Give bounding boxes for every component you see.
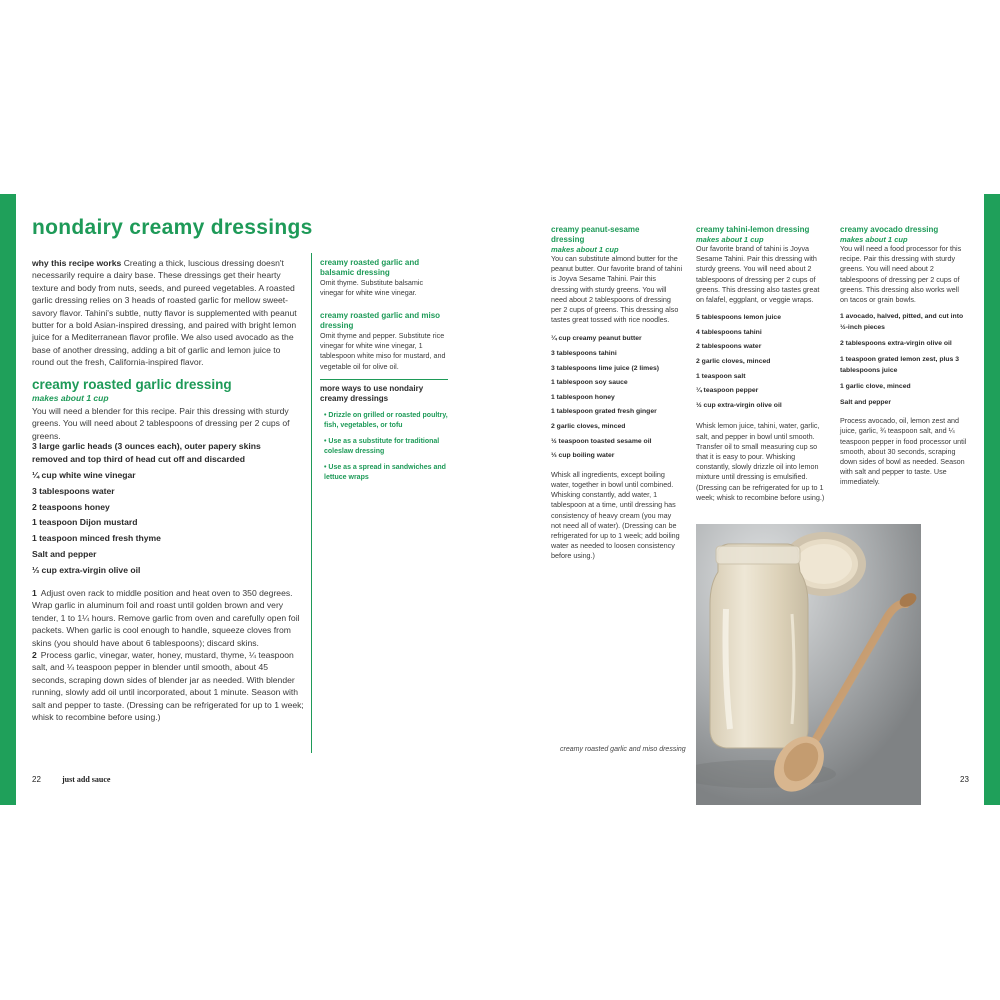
sidebar-rule <box>320 379 448 380</box>
ingredient: 3 tablespoons water <box>32 485 115 496</box>
variation-title: creamy roasted garlic and balsamic dressing <box>320 258 420 277</box>
peanut-recipe <box>551 225 683 562</box>
running-title: just add sauce <box>62 775 111 784</box>
ingredient: ¼ cup creamy peanut butter <box>551 335 642 343</box>
more-ways-list <box>324 411 452 489</box>
right-page-number: 23 <box>960 775 969 784</box>
tahini-makes: makes about 1 cup <box>696 235 764 244</box>
variation-title: creamy roasted garlic and miso dressing <box>320 311 441 330</box>
step <box>32 649 304 723</box>
step <box>32 587 304 649</box>
avocado-method: Process avocado, oil, lemon zest and juice, garlic, ¾ teaspoon salt, and ¼ teaspoon pepper in food processor until smooth, about 30 seconds, scraping down sides of bowl as needed. Season with salt and pepper to taste. Use immediately. <box>840 416 967 487</box>
peanut-ingredients <box>551 332 683 463</box>
photo-caption: creamy roasted garlic and miso dressing <box>560 746 686 753</box>
ingredient: 2 tablespoons extra-virgin olive oil <box>840 340 952 348</box>
more-ways-item: • Use as a substitute for traditional coleslaw dressing <box>324 438 440 455</box>
jar-and-spoon-illustration <box>696 524 921 805</box>
tahini-note: Our favorite brand of tahini is Joyva Sesame Tahini. Pair this dressing with sturdy greens. You will need about 2 tablespoons of dressing per 2 cups of greens. This dressing also tastes great on falafel, eggplant, or veggie wraps. <box>696 244 820 305</box>
ingredient: 3 tablespoons lime juice (2 limes) <box>551 364 660 372</box>
intro-lead: why this recipe works <box>32 258 122 268</box>
left-page-number: 22 <box>32 775 41 784</box>
ingredient: ½ teaspoon toasted sesame oil <box>551 437 652 445</box>
avocado-ingredients <box>840 311 968 408</box>
dressing-photo <box>696 524 921 805</box>
tahini-title: creamy tahini-lemon dressing <box>696 225 810 234</box>
ingredient: 1 garlic clove, minced <box>840 383 911 391</box>
variation-text: Omit thyme. Substitute balsamic vinegar for white wine vinegar. <box>320 278 424 298</box>
ingredient: 1 tablespoon grated fresh ginger <box>551 408 657 416</box>
more-ways-item: • Use as a spread in sandwiches and lettuce wraps <box>324 464 446 481</box>
ingredient: 3 tablespoons tahini <box>551 350 617 358</box>
intro-text: Creating a thick, luscious dressing doesn't necessarily require a dairy base. These dressings get their hearty texture and body from nuts, seeds, and pureed vegetables. A roasted garlic dressing relies on 3 heads of roasted garlic for mellow sweet-savory flavor. Tahini's subtle, nutty flavor is supplemented with peanut butter for a bold Asian-inspired dressing, and paired with bright lemon juice for a Mediterranean flavor profile. We also used avocado as the base of another dressing, adding a bit of garlic and lemon juice to round out the fresh, California-inspired flavor. <box>32 258 297 368</box>
ingredient: 2 teaspoons honey <box>32 501 110 512</box>
garlic-ingredients <box>32 440 272 579</box>
step-number: 2 <box>32 650 37 661</box>
step-number: 1 <box>32 588 37 598</box>
ingredient: 2 garlic cloves, minced <box>696 358 771 365</box>
step-text: Process garlic, vinegar, water, honey, mustard, thyme, ¼ teaspoon salt, and ¼ teaspoon pepper in blender until smooth, about 45 seconds, scraping down sides of blender jar as needed. With blender running, slowly add oil until incorporated, about 1 minute. Season with salt and pepper to taste. (Dressing can be refrigerated for up to 1 week; whisk to recombine before using.) <box>32 650 304 723</box>
peanut-title: creamy peanut-sesame dressing <box>551 225 640 244</box>
avocado-makes: makes about 1 cup <box>840 235 908 244</box>
ingredient: ½ cup extra-virgin olive oil <box>696 401 782 409</box>
ingredient: 5 tablespoons lemon juice <box>696 314 781 322</box>
more-ways-item: • Drizzle on grilled or roasted poultry, fish, vegetables, or tofu <box>324 412 448 429</box>
variation-miso <box>320 311 448 372</box>
ingredient: Salt and pepper <box>840 399 891 407</box>
ingredient: Salt and pepper <box>32 548 97 559</box>
garlic-makes: makes about 1 cup <box>32 393 109 403</box>
garlic-title: creamy roasted garlic dressing <box>32 377 232 392</box>
ingredient: 1 tablespoon honey <box>551 393 615 401</box>
tahini-method: Whisk lemon juice, tahini, water, garlic, salt, and pepper in bowl until smooth. Transfer oil to small measuring cup so that it is easy to pour. Whisking constantly, slowly drizzle oil into lemon mixture until dressing is emulsified. (Dressing can be refrigerated for up to 1 week; whisk to recombine before using.) <box>696 421 825 502</box>
ingredient: ¼ teaspoon pepper <box>696 387 759 395</box>
right-page-edge <box>984 194 1000 805</box>
left-page-edge <box>0 194 16 805</box>
garlic-note: You will need a blender for this recipe. Pair this dressing with sturdy greens. You will need about 2 tablespoons of dressing per 2 cups of greens. <box>32 406 290 441</box>
avocado-title: creamy avocado dressing <box>840 225 939 234</box>
avocado-note: You will need a food processor for this recipe. Pair this dressing with sturdy greens. You will need about 2 tablespoons of dressing per 2 cups of greens. This dressing also works well on tacos or grain bowls. <box>840 244 962 305</box>
garlic-steps <box>32 587 304 723</box>
ingredient: 1 teaspoon Dijon mustard <box>32 517 138 528</box>
peanut-method: Whisk all ingredients, except boiling water, together in bowl until combined. Whisking constantly, add water, 1 tablespoon at a time, until dressing has consistency of heavy cream (you may not need all of water). (Dressing can be refrigerated for up to 1 week; add boiling water as needed to loosen consistency before using.) <box>551 469 680 561</box>
ingredient: 1 teaspoon salt <box>696 372 746 380</box>
page-title: nondairy creamy dressings <box>32 216 313 239</box>
ingredient: 3 large garlic heads (3 ounces each), outer papery skins removed and top third of head cut off and discarded <box>32 441 261 464</box>
ingredient: 1 teaspoon minced fresh thyme <box>32 533 161 544</box>
ingredient: 4 tablespoons tahini <box>696 328 762 336</box>
step-text: Adjust oven rack to middle position and heat oven to 350 degrees. Wrap garlic in aluminum foil and roast until golden brown and very tender, 1 to 1¼ hours. Remove garlic from oven and carefully open foil packets. When garlic is cool enough to handle, squeeze cloves from skins (you should have about 6 tablespoons); discard skins. <box>32 588 300 648</box>
intro-paragraph <box>32 257 304 369</box>
avocado-recipe <box>840 225 968 488</box>
ingredient: 1 teaspoon grated lemon zest, plus 3 tablespoons juice <box>840 356 959 375</box>
ingredient: ¼ cup white wine vinegar <box>32 470 136 480</box>
column-divider <box>311 253 312 753</box>
ingredient: ⅓ cup boiling water <box>551 452 615 460</box>
tahini-ingredients <box>696 311 826 413</box>
more-ways-title: more ways to use nondairy creamy dressings <box>320 384 424 403</box>
variation-balsamic <box>320 258 448 298</box>
peanut-makes: makes about 1 cup <box>551 245 619 254</box>
peanut-note: You can substitute almond butter for the peanut butter. Our favorite brand of tahini is Joyva Sesame Tahini. Pair this dressing with sturdy greens. You will need about 2 tablespoons of dressing per 2 cups of greens. This dressing also tastes great tossed with rice noodles. <box>551 254 683 325</box>
tahini-recipe <box>696 225 826 503</box>
variation-text: Omit thyme and pepper. Substitute rice vinegar for white wine vinegar, 1 tablespoon white miso for mustard, and vegetable oil for olive oil. <box>320 331 446 371</box>
ingredient: 1 tablespoon soy sauce <box>551 379 628 387</box>
ingredient: 2 garlic cloves, minced <box>551 422 626 430</box>
ingredient: ⅓ cup extra-virgin olive oil <box>32 564 141 575</box>
ingredient: 2 tablespoons water <box>696 343 762 351</box>
ingredient: 1 avocado, halved, pitted, and cut into ½-inch pieces <box>840 313 964 332</box>
